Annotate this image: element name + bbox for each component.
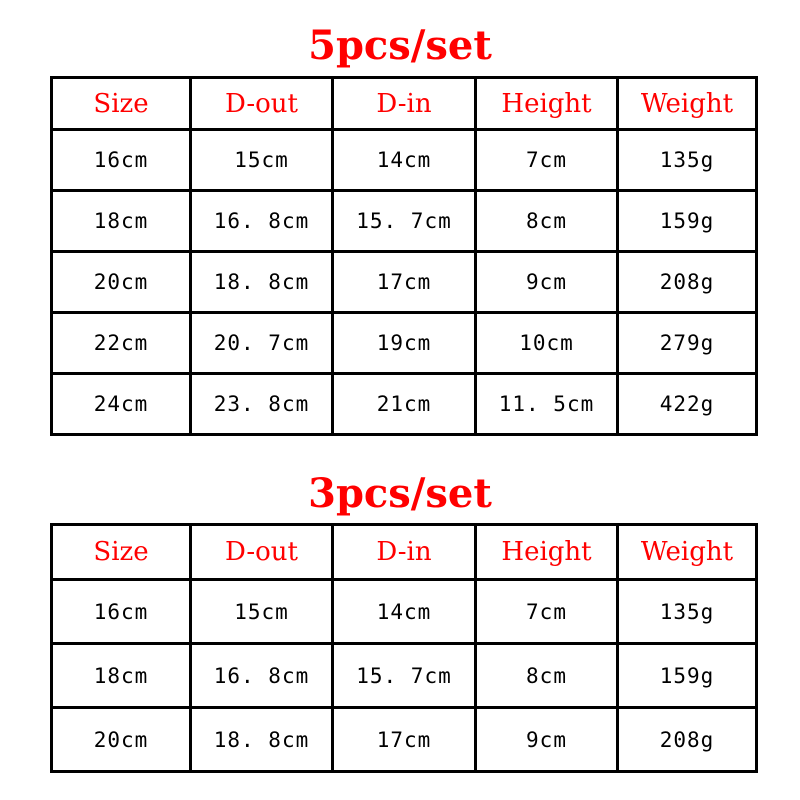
cell-d-in: 15. 7cm xyxy=(333,191,476,252)
cell-d-out: 16. 8cm xyxy=(191,644,333,708)
cell-size: 20cm xyxy=(52,252,191,313)
cell-d-in: 21cm xyxy=(333,374,476,435)
table-row xyxy=(52,252,757,313)
cell-height: 11. 5cm xyxy=(476,374,618,435)
table-row xyxy=(52,130,757,191)
table-row xyxy=(52,708,757,772)
cell-d-in: 17cm xyxy=(333,252,476,313)
cell-weight: 422g xyxy=(618,374,757,435)
cell-height: 8cm xyxy=(476,644,618,708)
column-header-d-in: D-in xyxy=(333,78,476,130)
cell-d-out: 23. 8cm xyxy=(191,374,333,435)
cell-size: 18cm xyxy=(52,644,191,708)
cell-size: 22cm xyxy=(52,313,191,374)
cell-weight: 159g xyxy=(618,191,757,252)
set-title-5pcs: 5pcs/set xyxy=(308,22,492,69)
cell-d-out: 20. 7cm xyxy=(191,313,333,374)
column-header-size: Size xyxy=(52,525,191,580)
cell-height: 9cm xyxy=(476,252,618,313)
cell-d-out: 18. 8cm xyxy=(191,708,333,772)
column-header-size: Size xyxy=(52,78,191,130)
cell-d-out: 15cm xyxy=(191,580,333,644)
cell-size: 24cm xyxy=(52,374,191,435)
cell-height: 10cm xyxy=(476,313,618,374)
cell-height: 7cm xyxy=(476,580,618,644)
column-header-weight: Weight xyxy=(618,525,757,580)
table-row xyxy=(52,580,757,644)
cell-d-out: 15cm xyxy=(191,130,333,191)
table-row xyxy=(52,374,757,435)
cell-d-in: 14cm xyxy=(333,580,476,644)
cell-d-in: 19cm xyxy=(333,313,476,374)
cell-height: 7cm xyxy=(476,130,618,191)
cell-size: 20cm xyxy=(52,708,191,772)
table-row xyxy=(52,644,757,708)
column-header-d-out: D-out xyxy=(191,525,333,580)
set-title-3pcs: 3pcs/set xyxy=(308,470,492,517)
cell-weight: 208g xyxy=(618,252,757,313)
table-header-row xyxy=(52,78,757,130)
table-row xyxy=(52,313,757,374)
column-header-d-out: D-out xyxy=(191,78,333,130)
cell-height: 8cm xyxy=(476,191,618,252)
size-table-5pcs xyxy=(50,76,758,436)
cell-d-in: 14cm xyxy=(333,130,476,191)
cell-d-out: 18. 8cm xyxy=(191,252,333,313)
cell-d-in: 15. 7cm xyxy=(333,644,476,708)
cell-weight: 135g xyxy=(618,580,757,644)
cell-weight: 159g xyxy=(618,644,757,708)
cell-d-in: 17cm xyxy=(333,708,476,772)
table-header-row xyxy=(52,525,757,580)
cell-weight: 208g xyxy=(618,708,757,772)
cell-d-out: 16. 8cm xyxy=(191,191,333,252)
cell-weight: 135g xyxy=(618,130,757,191)
column-header-height: Height xyxy=(476,78,618,130)
size-table-3pcs xyxy=(50,523,758,773)
cell-height: 9cm xyxy=(476,708,618,772)
column-header-height: Height xyxy=(476,525,618,580)
cell-size: 16cm xyxy=(52,580,191,644)
column-header-weight: Weight xyxy=(618,78,757,130)
cell-size: 18cm xyxy=(52,191,191,252)
cell-weight: 279g xyxy=(618,313,757,374)
table-row xyxy=(52,191,757,252)
cell-size: 16cm xyxy=(52,130,191,191)
column-header-d-in: D-in xyxy=(333,525,476,580)
